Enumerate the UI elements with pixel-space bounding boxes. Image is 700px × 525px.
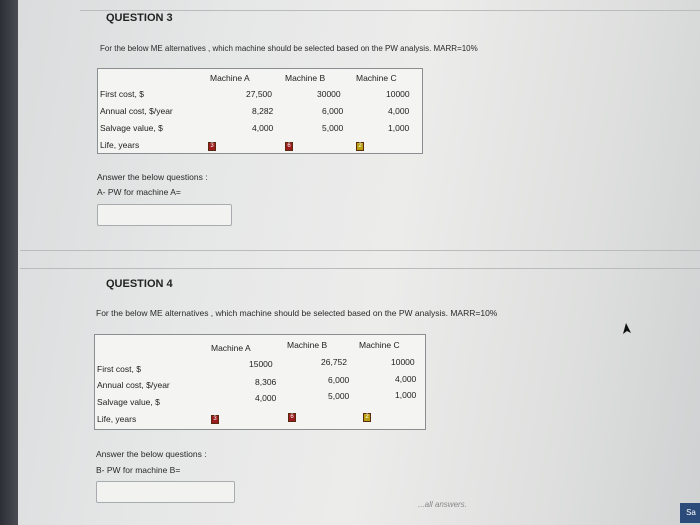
- question-3-table: [97, 68, 423, 154]
- cell-a-salvage: 4,000: [252, 123, 274, 133]
- column-header-machine-a: Machine A: [210, 73, 250, 83]
- cell-a-first-cost: 27,500: [246, 89, 272, 99]
- save-button[interactable]: Sa: [680, 503, 700, 523]
- question-4-prompt: For the below ME alternatives , which machine should be selected based on the PW analysis. MARR=10%: [96, 308, 498, 318]
- cell-c-annual-cost: 4,000: [388, 106, 410, 116]
- cell-b-life: 6: [285, 142, 293, 151]
- divider: [20, 250, 700, 251]
- mouse-pointer-icon: [620, 322, 634, 336]
- question-4-answer-intro: Answer the below questions :: [96, 449, 207, 459]
- question-3-prompt: For the below ME alternatives , which machine should be selected based on the PW analysis. MARR=10%: [100, 44, 478, 53]
- row-label-salvage-value: Salvage value, $: [100, 123, 163, 133]
- pw-machine-b-input[interactable]: [96, 481, 235, 503]
- question-4-table: [94, 334, 426, 430]
- cell-a-first-cost: 15000: [249, 359, 273, 369]
- divider: [80, 10, 700, 11]
- row-label-salvage-value: Salvage value, $: [97, 397, 160, 407]
- cell-c-salvage: 1,000: [388, 123, 410, 133]
- question-3-answer-label: A- PW for machine A=: [97, 187, 181, 197]
- row-label-life: Life, years: [100, 140, 140, 150]
- screen-bezel: [0, 0, 18, 525]
- cell-c-first-cost: 10000: [386, 89, 410, 99]
- cell-a-life: 3: [211, 415, 219, 424]
- column-header-machine-b: Machine B: [285, 73, 326, 83]
- cell-b-salvage: 5,000: [322, 123, 344, 133]
- cell-c-annual-cost: 4,000: [395, 374, 417, 384]
- row-label-annual-cost: Annual cost, $/year: [97, 380, 170, 390]
- column-header-machine-c: Machine C: [359, 340, 400, 350]
- cell-b-first-cost: 26,752: [321, 357, 347, 367]
- question-4-title: QUESTION 4: [106, 278, 173, 290]
- cell-a-life: 3: [208, 142, 216, 151]
- row-label-annual-cost: Annual cost, $/year: [100, 106, 173, 116]
- cell-b-annual-cost: 6,000: [322, 106, 344, 116]
- question-3-answer-intro: Answer the below questions :: [97, 172, 208, 182]
- cell-c-first-cost: 10000: [391, 357, 415, 367]
- cell-c-life: 2: [363, 413, 371, 422]
- row-label-first-cost: First cost, $: [97, 364, 141, 374]
- pw-machine-a-input[interactable]: [97, 204, 232, 226]
- cell-b-life: 6: [288, 413, 296, 422]
- question-3-title: QUESTION 3: [106, 12, 173, 24]
- question-4-answer-label: B- PW for machine B=: [96, 465, 181, 475]
- cell-a-annual-cost: 8,282: [252, 106, 274, 116]
- cell-c-salvage: 1,000: [395, 390, 417, 400]
- cell-a-salvage: 4,000: [255, 393, 277, 403]
- cell-b-first-cost: 30000: [317, 89, 341, 99]
- row-label-first-cost: First cost, $: [100, 89, 144, 99]
- cell-a-annual-cost: 8,306: [255, 377, 277, 387]
- row-label-life: Life, years: [97, 414, 137, 424]
- column-header-machine-c: Machine C: [356, 73, 397, 83]
- cell-c-life: 2: [356, 142, 364, 151]
- divider: [20, 268, 700, 269]
- column-header-machine-a: Machine A: [211, 343, 251, 353]
- cell-b-salvage: 5,000: [328, 391, 350, 401]
- save-all-answers-link[interactable]: ...all answers.: [418, 500, 467, 509]
- cell-b-annual-cost: 6,000: [328, 375, 350, 385]
- column-header-machine-b: Machine B: [287, 340, 328, 350]
